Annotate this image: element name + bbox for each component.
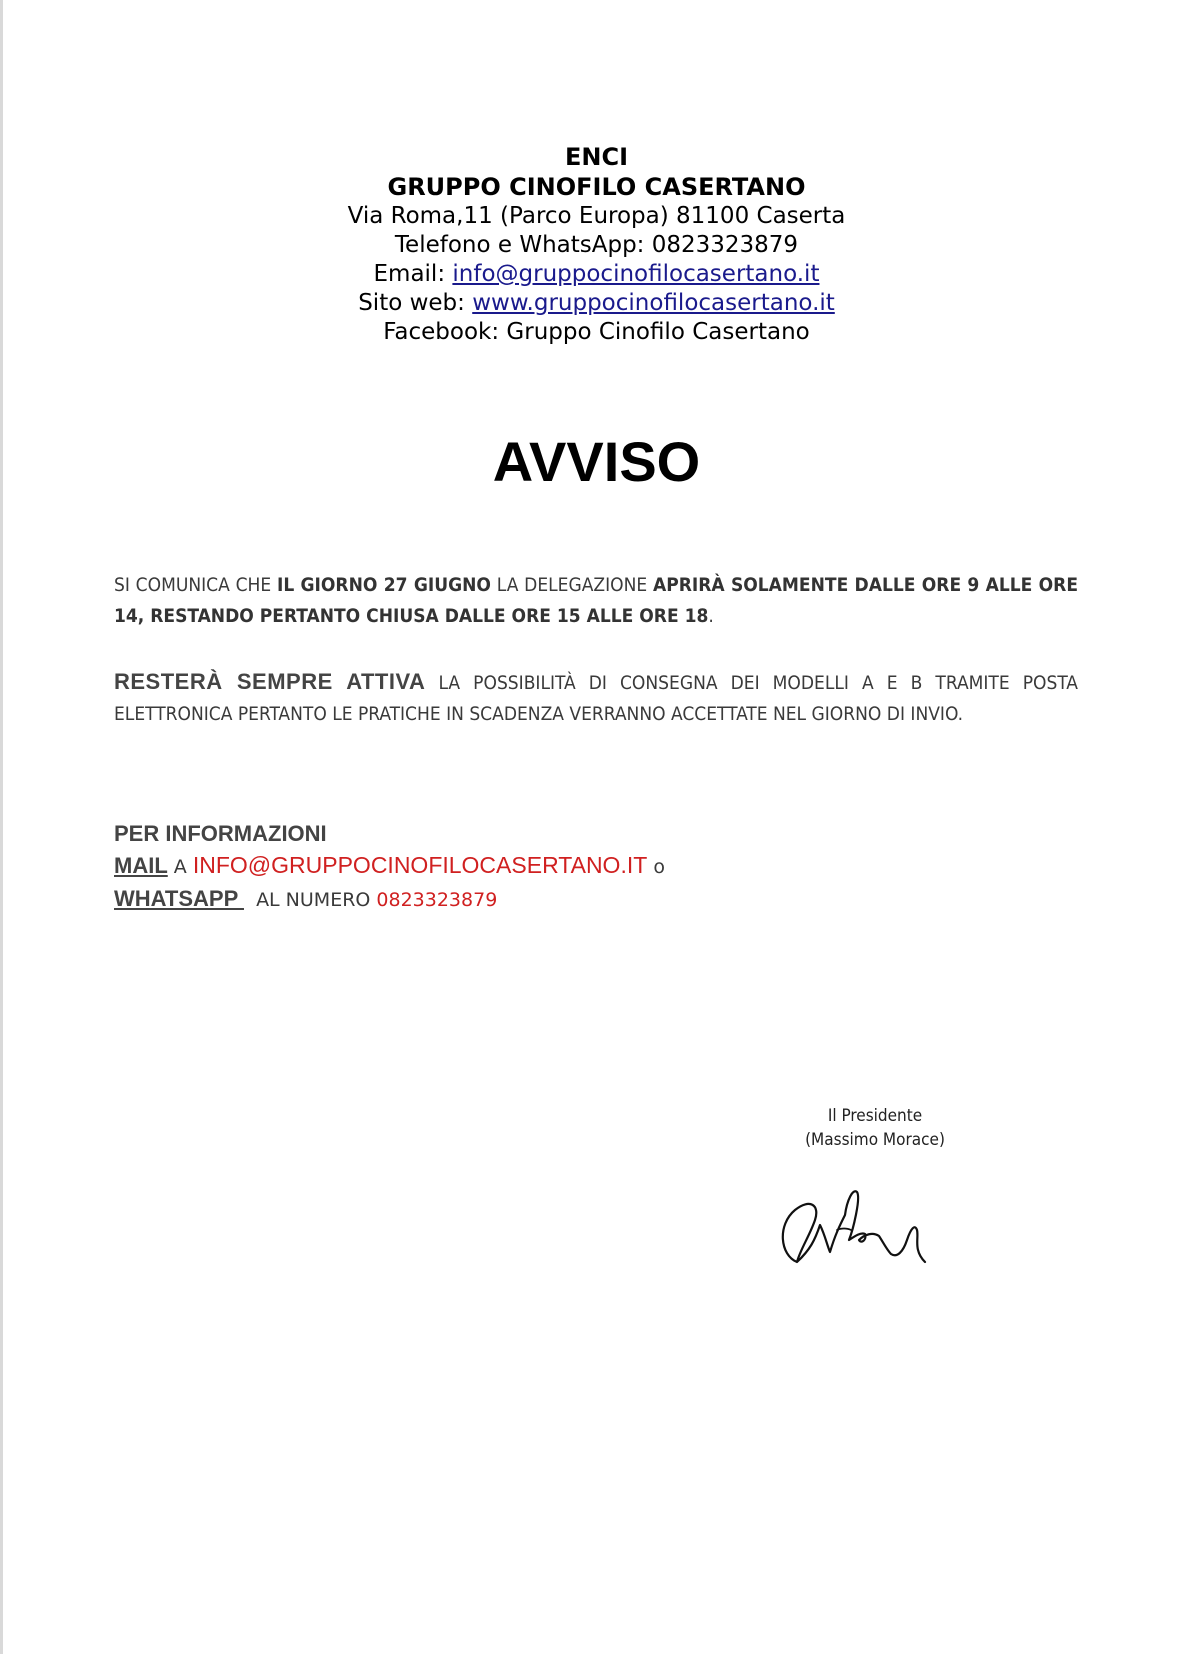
whatsapp-connector: AL NUMERO [243, 889, 377, 911]
mail-connector: A [167, 856, 193, 878]
signer-name: (Massimo Morace) [805, 1130, 945, 1150]
whatsapp-value[interactable]: 0823323879 [376, 889, 498, 911]
p2-lead: RESTERÀ SEMPRE ATTIVA [114, 669, 426, 694]
phone-line: Telefono e WhatsApp: 0823323879 [394, 232, 799, 258]
p1-text-2: LA DELEGAZIONE [490, 574, 653, 596]
p2-text: LA POSSIBILITÀ DI CONSEGNA DEI MODELLI A E B TRAMITE POSTA ELETTRONICA PERTANTO LE PRATICHE IN SCADENZA VERRANNO ACCETTATE NEL GIORNO DI INVIO. [114, 672, 1078, 725]
p1-text-3: . [708, 605, 714, 627]
email-line [0, 260, 1179, 289]
signer-role: Il Presidente [827, 1106, 923, 1126]
website-link[interactable]: www.gruppocinofilocasertano.it [472, 290, 835, 316]
email-label: Email: [373, 261, 453, 287]
mail-suffix: o [647, 856, 665, 878]
notice-paragraph-2 [114, 666, 1078, 730]
signature-block [780, 1104, 970, 1152]
handwritten-signature-icon [775, 1180, 945, 1275]
letterhead [0, 142, 1179, 347]
org-line-2: GRUPPO CINOFILO CASERTANO [387, 173, 806, 201]
mail-value[interactable]: INFO@GRUPPOCINOFILOCASERTANO.IT [192, 852, 648, 878]
facebook-line: Facebook: Gruppo Cinofilo Casertano [383, 319, 810, 345]
contact-info [114, 818, 665, 916]
email-link[interactable]: info@gruppocinofilocasertano.it [452, 261, 820, 287]
p1-date: IL GIORNO 27 GIUGNO [276, 574, 491, 596]
notice-paragraph-1 [114, 570, 1078, 632]
p1-hours: APRIRÀ SOLAMENTE DALLE ORE 9 ALLE ORE 14, RESTANDO PERTANTO CHIUSA DALLE ORE 15 ALLE ORE 18 [114, 574, 1078, 627]
address-line: Via Roma,11 (Parco Europa) 81100 Caserta [347, 203, 846, 229]
notice-title: AVVISO [492, 430, 701, 493]
info-mail-row [114, 850, 665, 883]
website-label: Sito web: [358, 290, 473, 316]
org-line-1: ENCI [564, 143, 629, 171]
info-heading: PER INFORMAZIONI [114, 821, 327, 846]
mail-key: MAIL [114, 853, 168, 878]
whatsapp-key: WHATSAPP [114, 886, 244, 911]
info-whatsapp-row [114, 883, 665, 916]
p1-text-1: SI COMUNICA CHE [114, 574, 277, 596]
website-line [0, 289, 1179, 318]
